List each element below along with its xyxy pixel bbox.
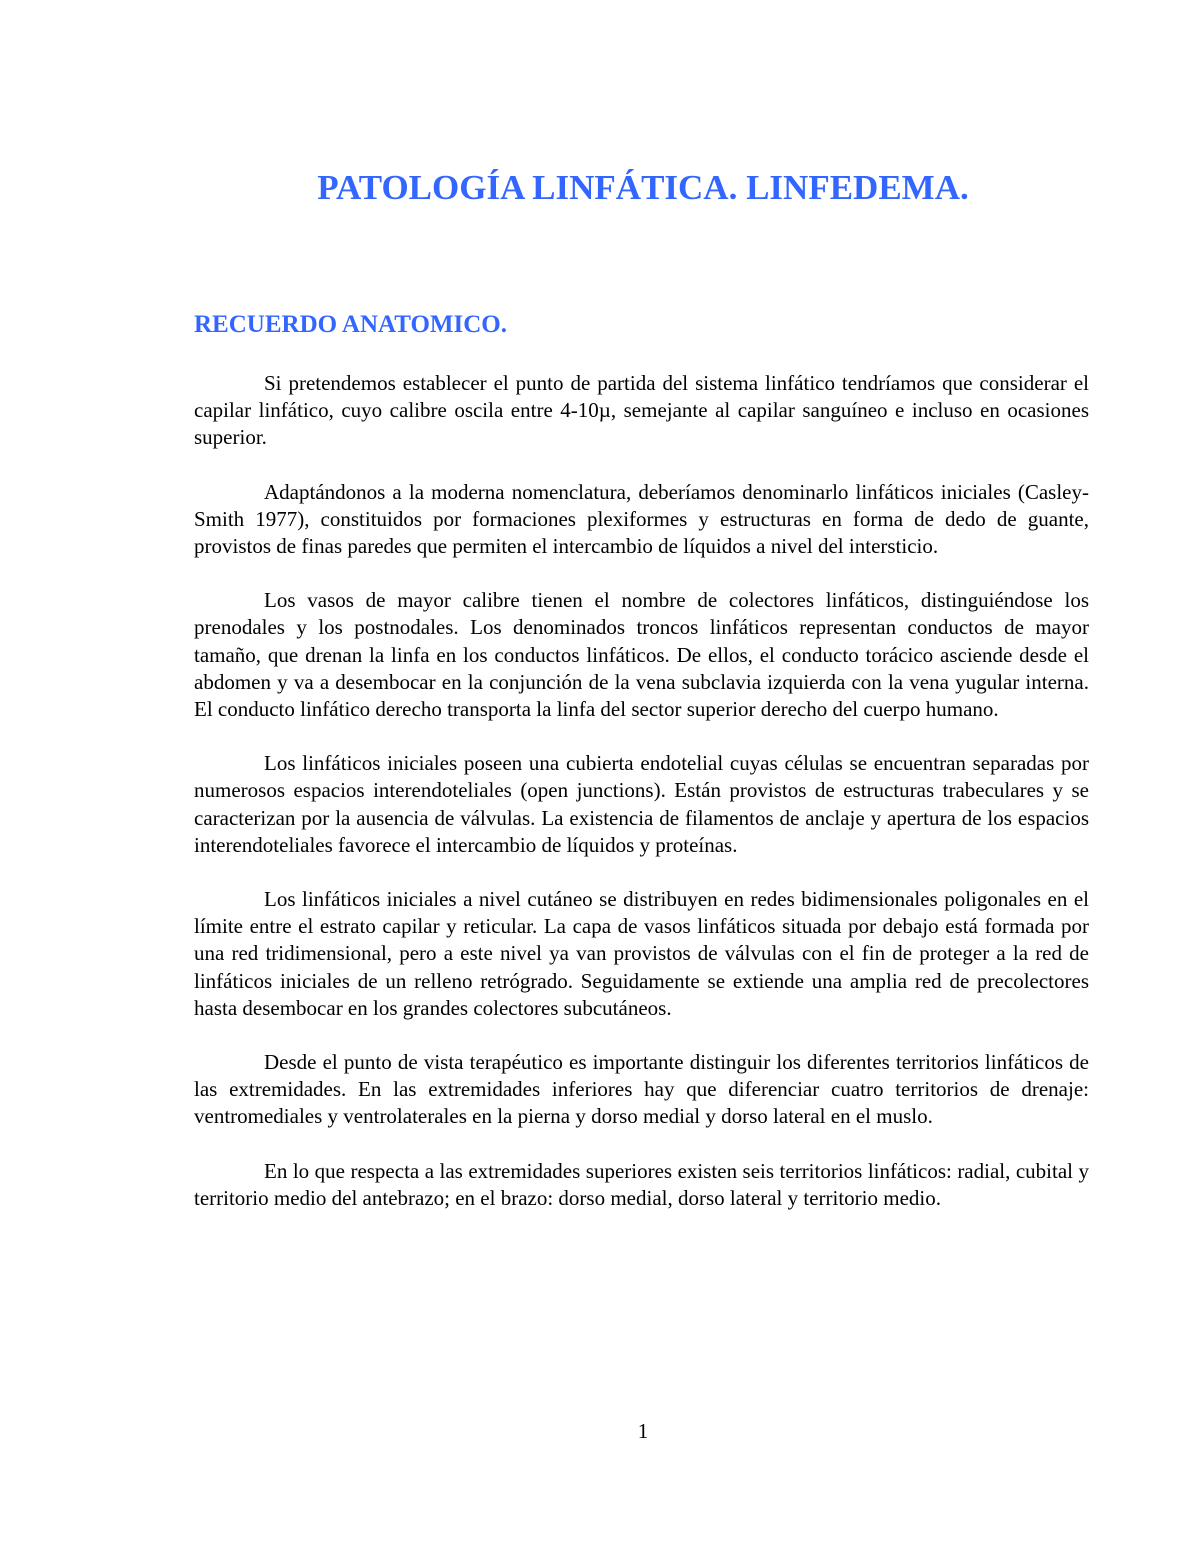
page-number: 1: [637, 1419, 649, 1443]
document-body: [194, 370, 1089, 1239]
paragraph: Si pretendemos establecer el punto de partida del sistema linfático tendríamos que considerar el capilar linfático, cuyo calibre oscila entre 4-10µ, semejante al capilar sanguíneo e incluso en ocasiones superior.: [194, 371, 1089, 450]
paragraph: Los linfáticos iniciales poseen una cubierta endotelial cuyas células se encuentran separadas por numerosos espacios interendoteliales (open junctions). Están provistos de estructuras trabeculares y se caracterizan por la ausencia de válvulas. La existencia de filamentos de anclaje y apertura de los espacios interendoteliales favorece el intercambio de líquidos y proteínas.: [194, 751, 1089, 857]
paragraph: Los linfáticos iniciales a nivel cutáneo se distribuyen en redes bidimensionales poligonales en el límite entre el estrato capilar y reticular. La capa de vasos linfáticos situada por debajo está formada por una red tridimensional, pero a este nivel ya van provistos de válvulas con el fin de proteger a la red de linfáticos iniciales de un relleno retrógrado. Seguidamente se extiende una amplia red de precolectores hasta desembocar en los grandes colectores subcutáneos.: [194, 887, 1089, 1020]
paragraph: Adaptándonos a la moderna nomenclatura, deberíamos denominarlo linfáticos iniciales (Casley-Smith 1977), constituidos por formaciones plexiformes y estructuras en forma de dedo de guante, provistos de finas paredes que permiten el intercambio de líquidos a nivel del intersticio.: [194, 479, 1089, 559]
paragraph: Desde el punto de vista terapéutico es importante distinguir los diferentes territorios linfáticos de las extremidades. En las extremidades inferiores hay que diferenciar cuatro territorios de drenaje: ventromediales y ventrolaterales en la pierna y dorso medial y dorso lateral en el muslo.: [194, 1050, 1089, 1129]
section-heading: RECUERDO ANATOMICO.: [194, 311, 507, 338]
document-title: PATOLOGÍA LINFÁTICA. LINFEDEMA.: [317, 168, 969, 207]
paragraph: Los vasos de mayor calibre tienen el nombre de colectores linfáticos, distinguiéndose los prenodales y los postnodales. Los denominados troncos linfáticos representan conductos de mayor tamaño, que drenan la linfa en los conductos linfáticos. De ellos, el conducto torácico asciende desde el abdomen y va a desembocar en la conjunción de la vena subclavia izquierda con la vena yugular interna. El conducto linfático derecho transporta la linfa del sector superior derecho del cuerpo humano.: [194, 588, 1089, 722]
paragraph: En lo que respecta a las extremidades superiores existen seis territorios linfáticos: radial, cubital y territorio medio del antebrazo; en el brazo: dorso medial, dorso lateral y territorio medio.: [194, 1158, 1089, 1210]
